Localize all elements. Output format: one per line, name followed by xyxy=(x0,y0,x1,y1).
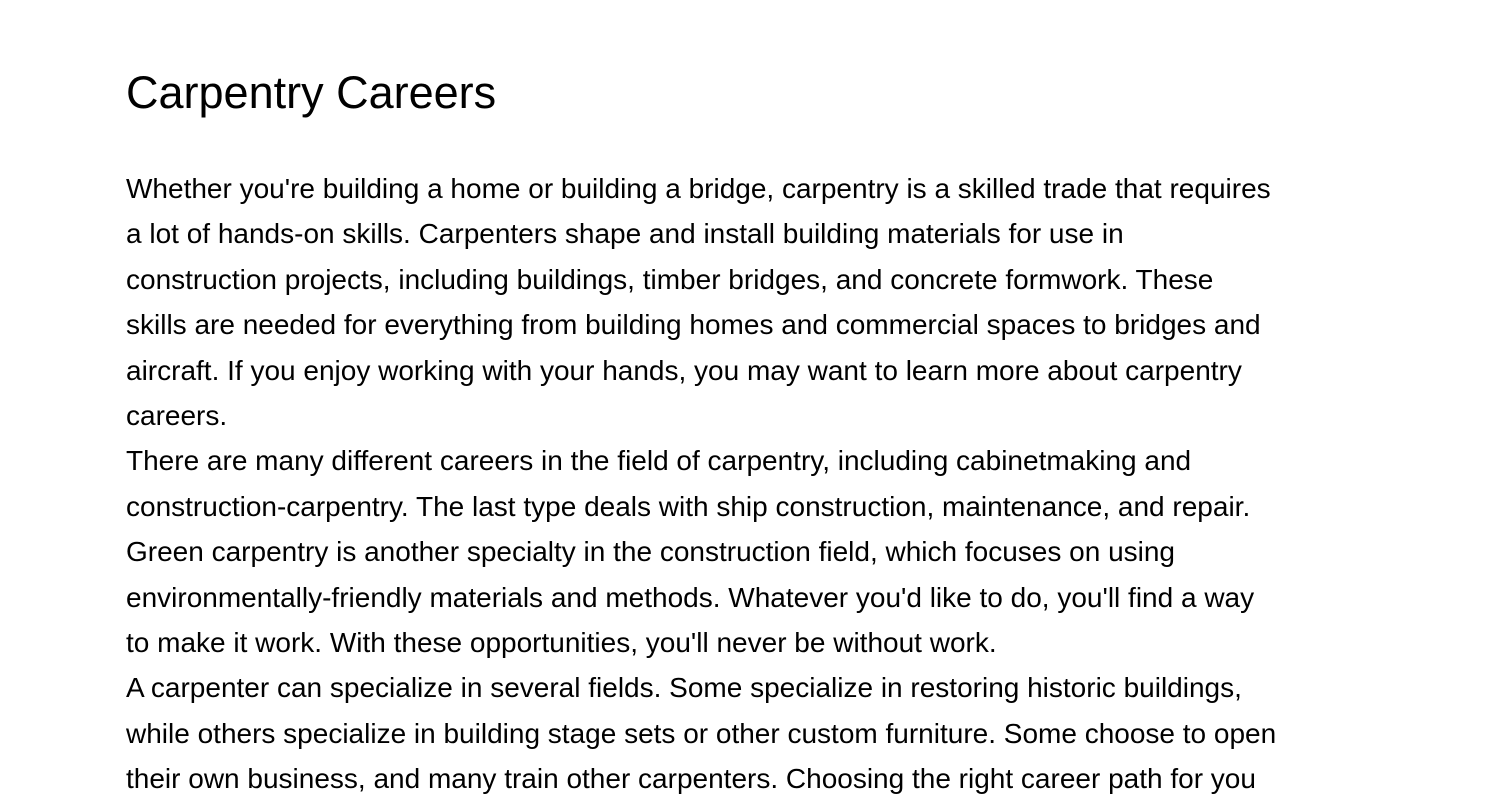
page-title: Carpentry Careers xyxy=(126,67,497,118)
paragraph-line: skills are needed for everything from building homes and commercial spaces to bridges and xyxy=(126,309,1261,341)
paragraph-line: construction projects, including buildings, timber bridges, and concrete formwork. These xyxy=(126,263,1214,295)
paragraph-line: their own business, and many train other carpenters. Choosing the right career path for you xyxy=(126,763,1256,795)
paragraph-line: aircraft. If you enjoy working with your hands, you may want to learn more about carpentry xyxy=(126,354,1242,386)
paragraph xyxy=(126,166,1426,438)
paragraph-line: A carpenter can specialize in several fields. Some specialize in restoring historic buildings, xyxy=(126,672,1242,704)
paragraph xyxy=(126,665,1426,801)
paragraph-line: Green carpentry is another specialty in the construction field, which focuses on using xyxy=(126,536,1176,568)
paragraph-line: There are many different careers in the field of carpentry, including cabinetmaking and xyxy=(126,445,1192,477)
paragraph-line: Whether you're building a home or building a bridge, carpentry is a skilled trade that requires xyxy=(126,173,1271,204)
document-body xyxy=(126,166,1426,802)
paragraph xyxy=(126,438,1426,665)
paragraph-line: to make it work. With these opportunities, you'll never be without work. xyxy=(126,627,997,659)
paragraph-line: careers. xyxy=(126,400,228,432)
paragraph-line: a lot of hands-on skills. Carpenters shape and install building materials for use in xyxy=(126,218,1124,250)
paragraph-line: while others specialize in building stage sets or other custom furniture. Some choose to open xyxy=(126,717,1277,749)
paragraph-line: environmentally-friendly materials and methods. Whatever you'd like to do, you'll find a way xyxy=(126,581,1255,613)
paragraph-line: construction-carpentry. The last type deals with ship construction, maintenance, and repair. xyxy=(126,490,1251,522)
